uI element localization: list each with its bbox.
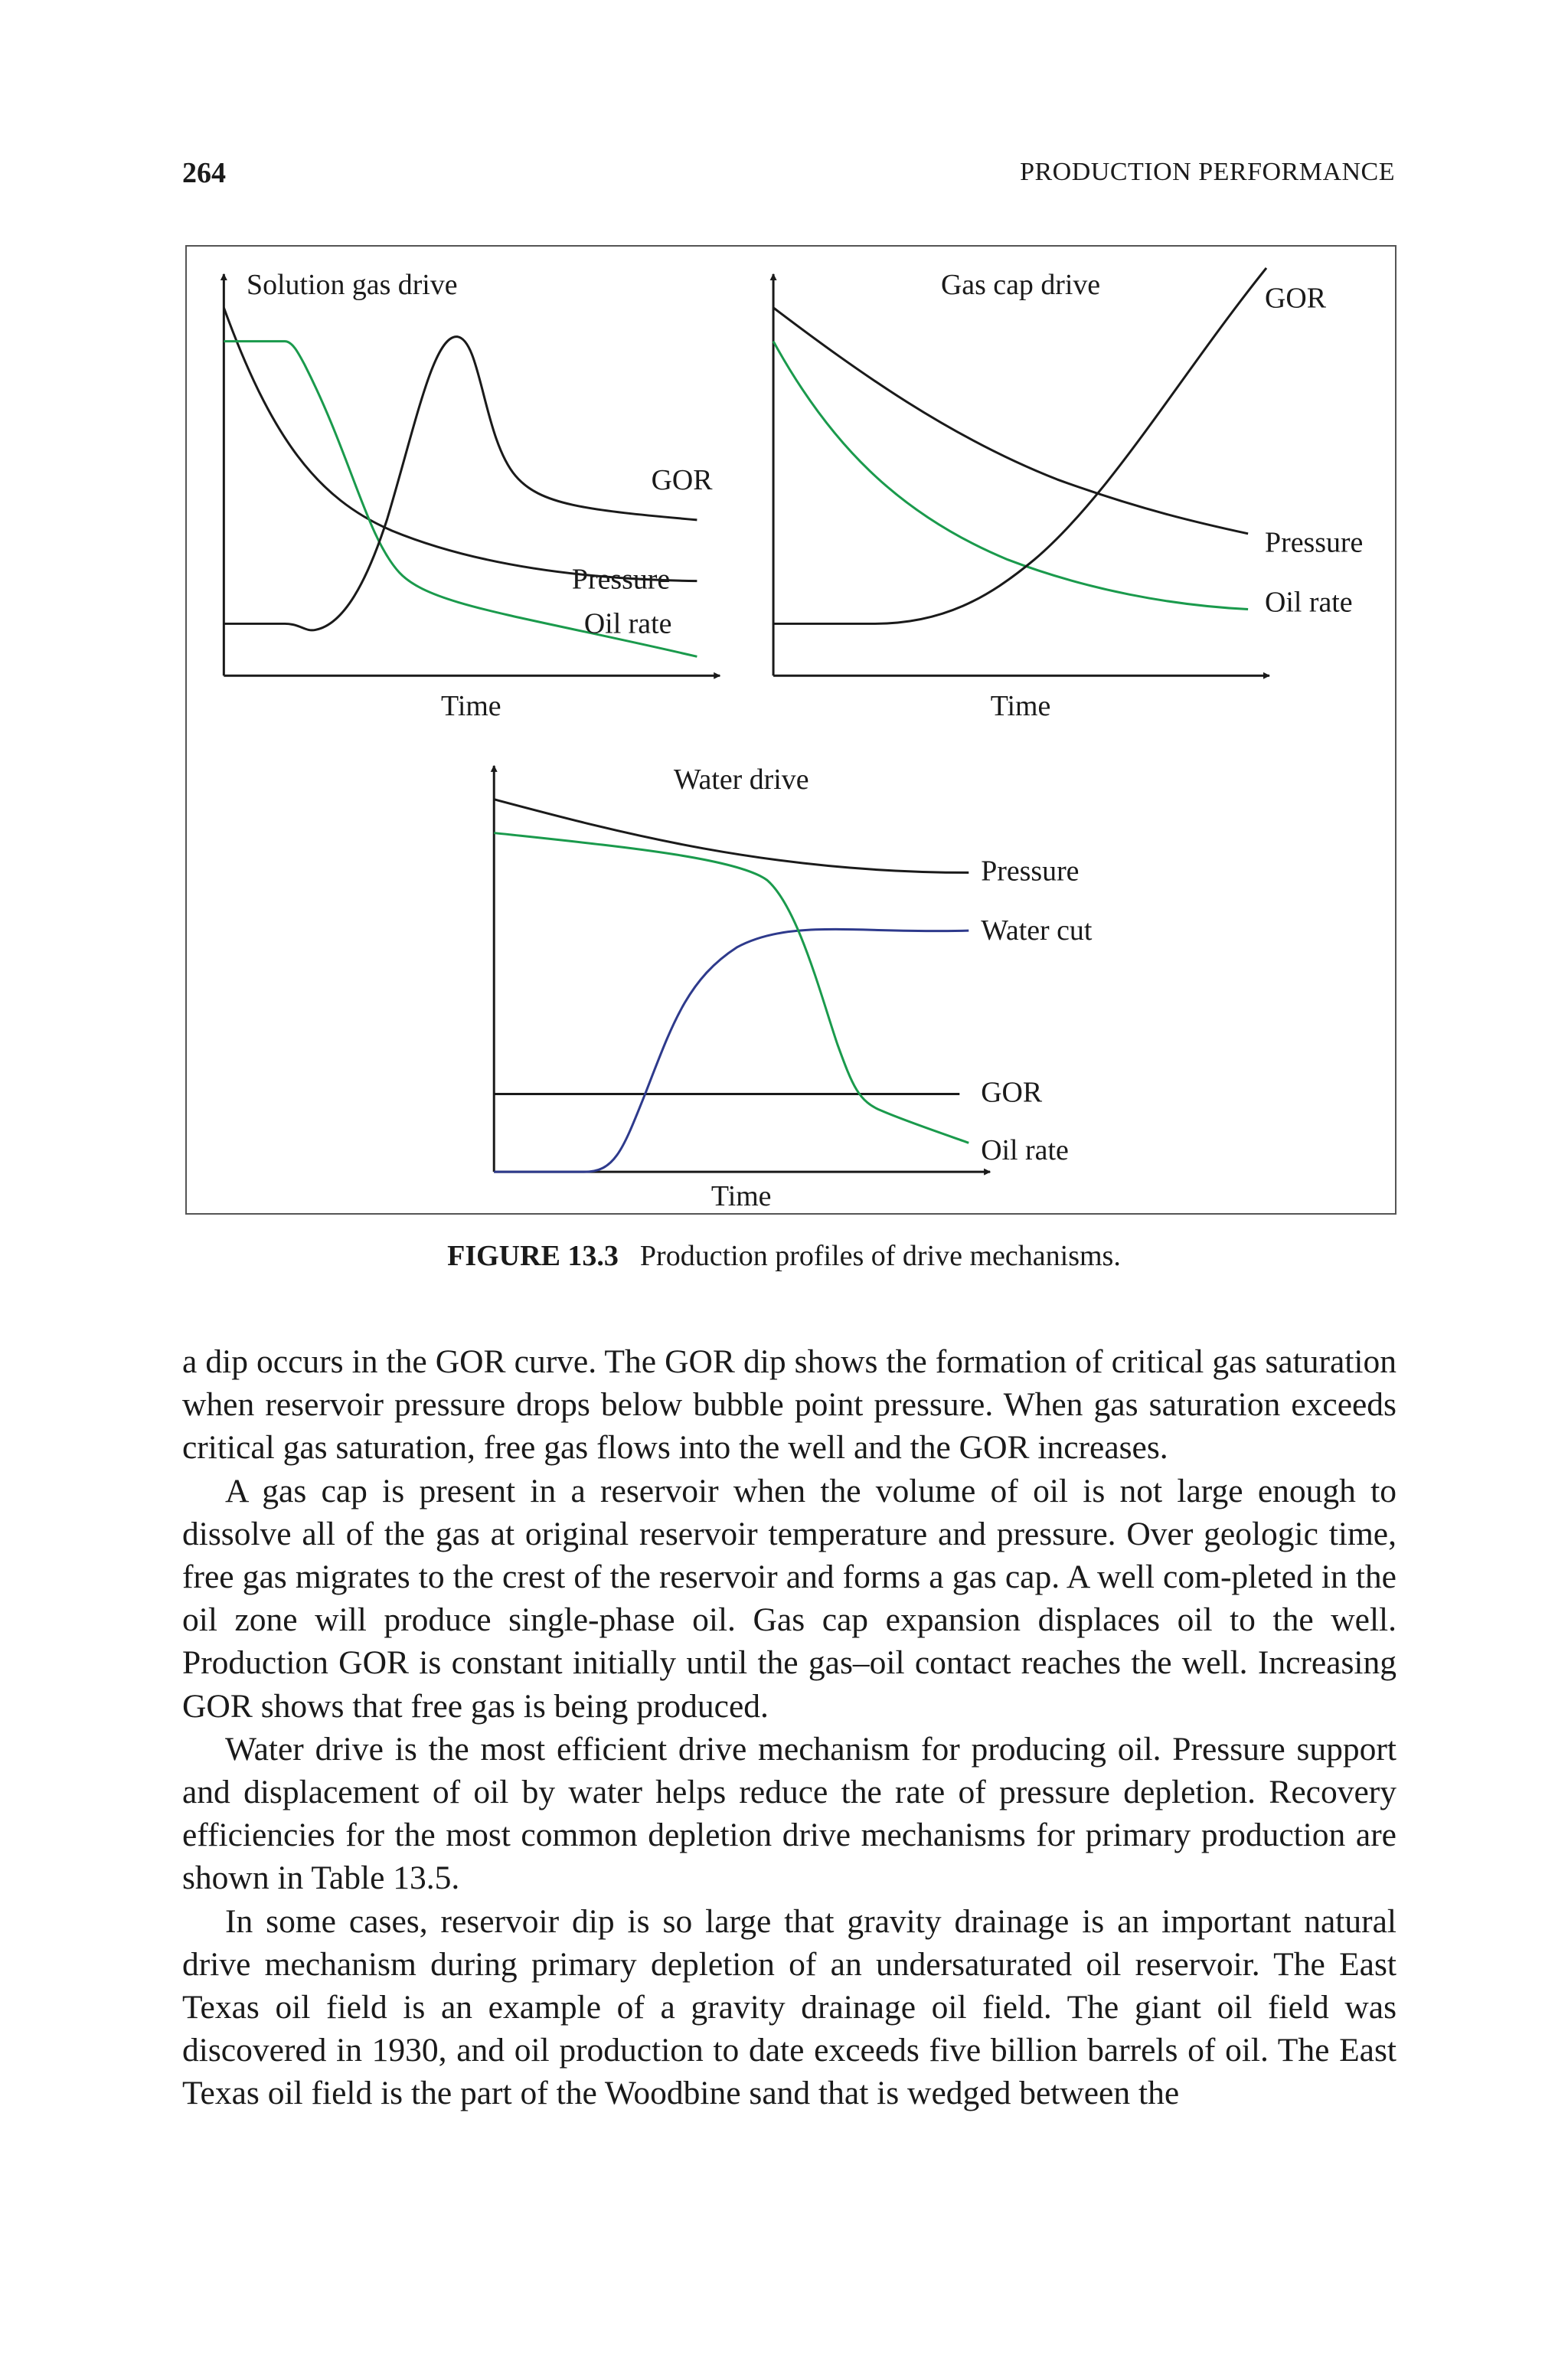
label-pressure: Pressure (571, 563, 671, 596)
x-axis-label: Time (710, 1180, 772, 1213)
figure-caption-text: Production profiles of drive mechanisms. (639, 1240, 1121, 1272)
paragraph: Water drive is the most efficient drive mechanism for producing oil. Pressure support and displacement of oil by water helps reduce the rate of pressure depletion. Recovery efficiencies for the most common depletion drive mechanisms for primary production are shown in Table 13.5. (182, 1730, 1396, 1897)
chart-title: Gas cap drive (940, 268, 1101, 301)
label-gor: GOR (1265, 282, 1326, 315)
series-pressure-line (494, 800, 969, 873)
series-oil-rate-line (494, 833, 969, 1143)
page-number: 264 (182, 157, 226, 189)
paragraph: In some cases, reservoir dip is so large that gravity drainage is an important natural drive mechanism during primary depletion of an undersaturated oil reservoir. The East Texas oil field is an example of a gravity drainage oil field. The giant oil field was discovered in 1930, and oil production to date exceeds five billion barrels of oil. The East Texas oil field is the part of the Woodbine sand that is wedged between the (182, 1902, 1396, 2112)
figure-caption (0, 1239, 1568, 1273)
label-gor: GOR (981, 1076, 1043, 1109)
chart-title: Solution gas drive (247, 268, 458, 301)
paragraph: a dip occurs in the GOR curve. The GOR dip shows the formation of critical gas saturation when reservoir pressure drops below bubble point pressure. When gas saturation exceeds critical gas saturation, free gas flows into the well and the GOR increases. (182, 1343, 1396, 1467)
label-oil-rate: Oil rate (583, 607, 672, 640)
series-water-cut-line (494, 929, 969, 1172)
series-oil-rate-line (773, 342, 1248, 610)
paragraph: A gas cap is present in a reservoir when the volume of oil is not large enough to dissolve all of the gas at original reservoir temperature and pressure. Over geologic time, free gas migrates to the crest of the reservoir and forms a gas cap. A well com-pleted in the oil zone will produce single-phase oil. Gas cap expansion displaces oil to the well. Production GOR is constant initially until the gas–oil contact reaches the well. Increasing GOR shows that free gas is being produced. (182, 1472, 1396, 1725)
figure-13-3 (185, 245, 1396, 1215)
label-oil-rate: Oil rate (981, 1134, 1069, 1167)
series-pressure-line (773, 308, 1248, 534)
series-gor-line (773, 268, 1266, 624)
drive-mechanism-charts (187, 247, 1395, 1213)
figure-caption-label: FIGURE 13.3 (447, 1240, 619, 1272)
chart-title: Water drive (673, 763, 809, 796)
label-gor: GOR (651, 463, 713, 496)
chart-gas-cap-drive (773, 268, 1363, 722)
chart-solution-gas-drive (224, 269, 720, 722)
x-axis-label: Time (990, 690, 1051, 723)
body-text (182, 1340, 1396, 2115)
label-oil-rate: Oil rate (1265, 586, 1353, 619)
running-head: PRODUCTION PERFORMANCE (1020, 158, 1395, 186)
label-water-cut: Water cut (981, 914, 1093, 947)
chart-water-drive (494, 764, 1093, 1212)
x-axis-label: Time (441, 690, 501, 723)
label-pressure: Pressure (1265, 526, 1364, 559)
label-pressure: Pressure (981, 855, 1080, 888)
